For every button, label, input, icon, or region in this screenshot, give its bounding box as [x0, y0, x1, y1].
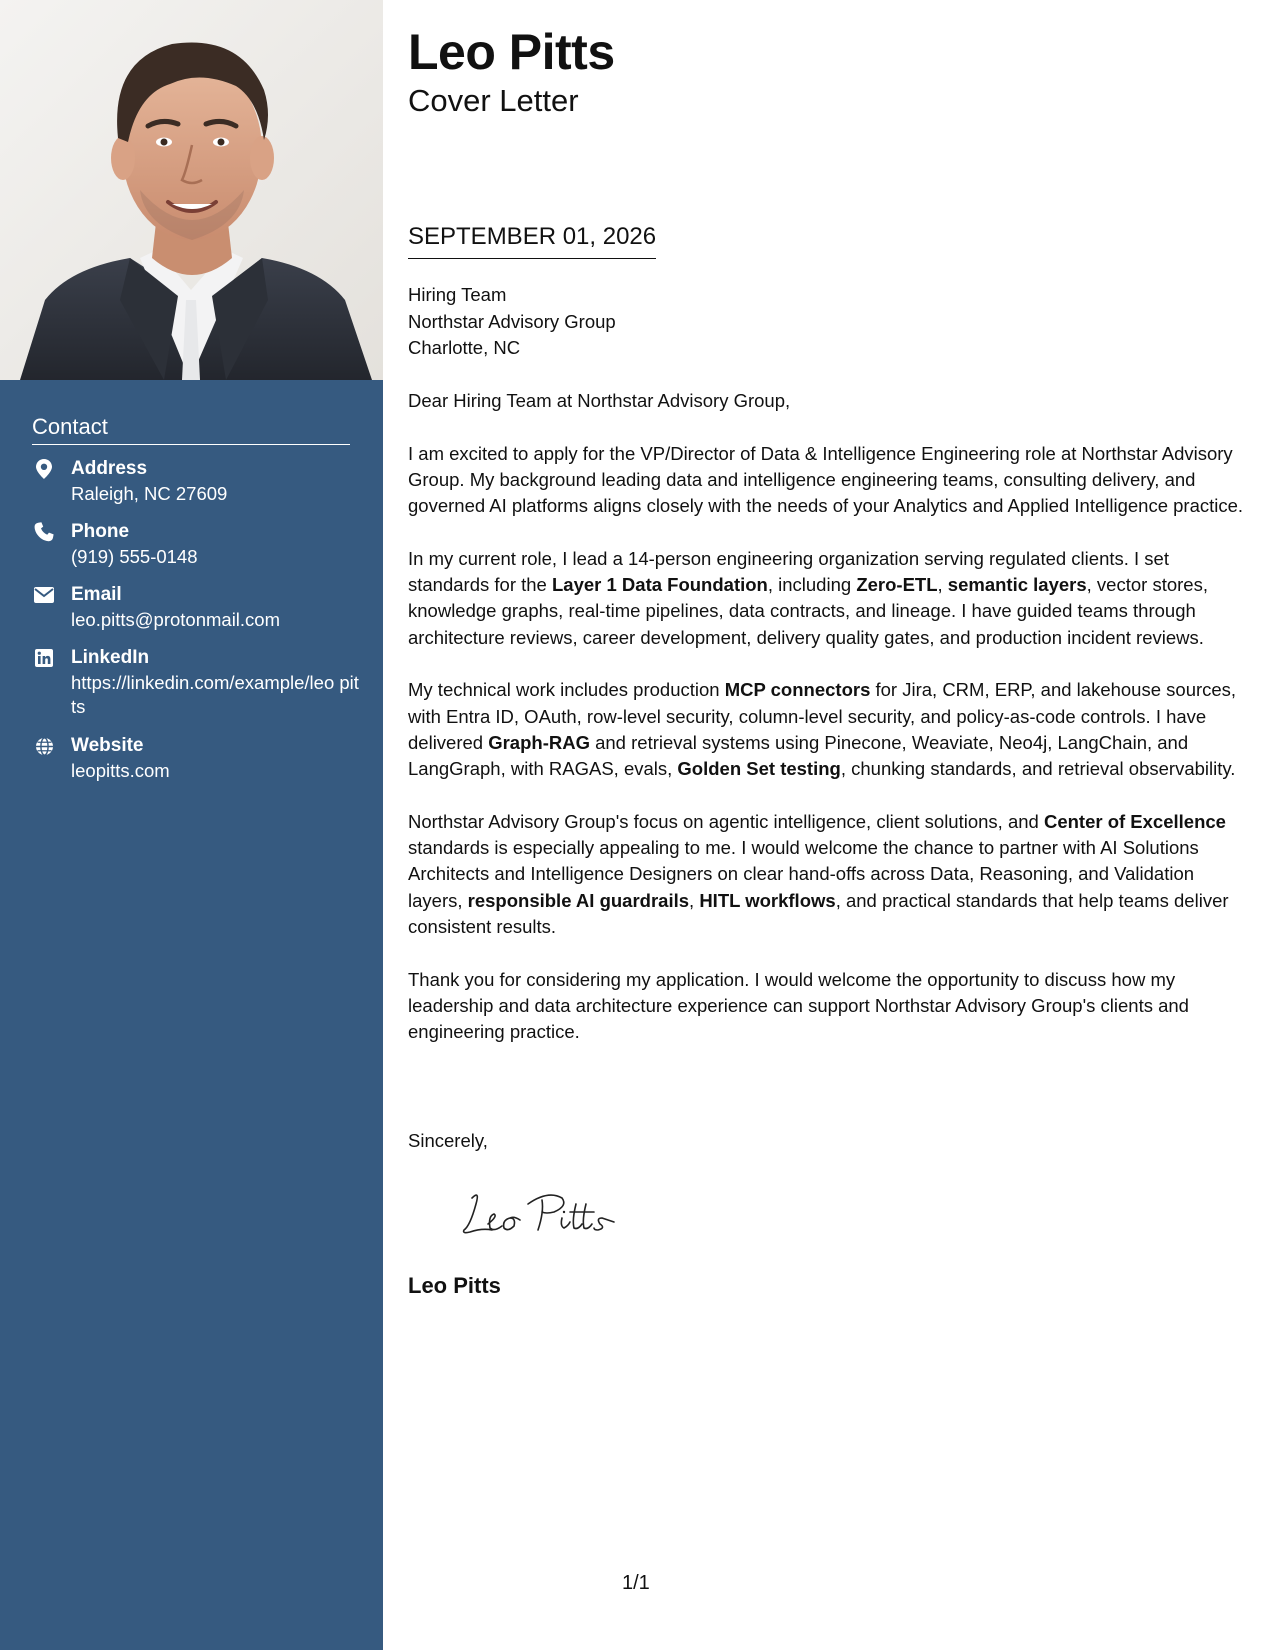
globe-icon	[32, 735, 56, 757]
paragraph-text: I am excited to apply for the VP/Director of Data & Intelligence Engineering role at Northstar Advisory Group. My background leading data and intelligence engineering teams, consulting delivery, and governed AI platforms aligns closely with the needs of your Analytics and Applied Intelligence practice.	[408, 442, 1244, 517]
signature-image	[458, 1186, 628, 1246]
applicant-name: Leo Pitts	[408, 24, 615, 80]
email-label: Email	[71, 584, 122, 605]
recipient-block	[408, 282, 616, 362]
body-paragraph	[408, 441, 1253, 520]
website-label: Website	[71, 735, 144, 756]
emphasis-text: responsible AI guardrails	[467, 889, 690, 911]
emphasis-text: Graph-RAG	[488, 731, 590, 753]
paragraph-text: In my current role, I lead a 14-person engineering organization serving regulated clients. I set standards for the	[408, 547, 1169, 596]
letter-body	[408, 388, 1253, 1072]
emphasis-text: Zero-ETL	[856, 574, 938, 596]
phone-icon	[32, 521, 56, 543]
document-subtitle: Cover Letter	[408, 83, 579, 118]
letter-date: SEPTEMBER 01, 2026	[408, 222, 656, 259]
paragraph-text: , vector stores, knowledge graphs, real-time pipelines, data contracts, and lineage. I have guided teams through architecture reviews, career development, delivery quality gates, and production incident reviews.	[408, 574, 1208, 648]
profile-photo	[0, 0, 383, 380]
paragraph-text: , and practical standards that help teams deliver consistent results.	[408, 889, 1229, 937]
paragraph-text: and retrieval systems using Pinecone, Weaviate, Neo4j, LangChain, and LangGraph, with RAGAS, evals,	[408, 731, 1189, 780]
sidebar	[0, 0, 383, 1650]
address-label: Address	[71, 458, 148, 479]
paragraph-text: Thank you for considering my application. I would welcome the opportunity to discuss how my leadership and data architecture experience can support Northstar Advisory Group's clients and engineering practice.	[408, 968, 1189, 1043]
body-paragraph	[408, 967, 1253, 1046]
address-value: Raleigh, NC 27609	[71, 483, 228, 504]
letter-paragraphs	[408, 441, 1253, 1046]
body-paragraph	[408, 546, 1253, 651]
greeting: Dear Hiring Team at Northstar Advisory Group,	[408, 390, 791, 411]
body-paragraph	[408, 677, 1253, 782]
emphasis-text: HITL workflows	[699, 889, 836, 911]
recipient-line: Hiring Team	[408, 284, 507, 305]
paragraph-text: standards is especially appealing to me. I would welcome the chance to partner with AI Solutions Architects and Intelligence Designers on clear hand-offs across Data, Reasoning, and Validation layers,	[408, 837, 1199, 911]
page-number: 1/1	[622, 1572, 650, 1594]
linkedin-icon	[32, 647, 56, 669]
signer-name: Leo Pitts	[408, 1273, 501, 1298]
linkedin-value[interactable]: https://linkedin.com/example/leo pitts	[71, 672, 359, 717]
paragraph-text: , including	[767, 574, 857, 596]
emphasis-text: Center of Excellence	[1043, 810, 1226, 832]
body-paragraph	[408, 809, 1253, 940]
paragraph-text: for Jira, CRM, ERP, and lakehouse sources, with Entra ID, OAuth, row-level security, column-level security, and policy-as-code controls. I have delivered	[408, 679, 1237, 753]
paragraph-text: ,	[937, 574, 948, 596]
linkedin-label: LinkedIn	[71, 647, 150, 668]
handwritten-signature	[458, 1186, 628, 1251]
paragraph-text: My technical work includes production	[408, 679, 725, 701]
recipient-line: Charlotte, NC	[408, 337, 521, 358]
map-pin-icon	[32, 458, 56, 480]
contact-heading: Contact	[32, 414, 350, 445]
portrait-illustration	[0, 0, 383, 380]
paragraph-text: , chunking standards, and retrieval observability.	[840, 758, 1236, 780]
emphasis-text: Layer 1 Data Foundation	[551, 574, 768, 596]
phone-label: Phone	[71, 521, 130, 542]
paragraph-text: ,	[689, 889, 700, 911]
emphasis-text: Golden Set testing	[677, 758, 841, 780]
emphasis-text: MCP connectors	[724, 679, 871, 701]
website-value[interactable]: leopitts.com	[71, 760, 170, 781]
email-value[interactable]: leo.pitts@protonmail.com	[71, 609, 281, 630]
recipient-line: Northstar Advisory Group	[408, 310, 616, 332]
emphasis-text: semantic layers	[947, 574, 1087, 596]
phone-value: (919) 555-0148	[71, 546, 198, 567]
closing-line: Sincerely,	[408, 1130, 488, 1151]
envelope-icon	[32, 584, 56, 606]
paragraph-text: Northstar Advisory Group's focus on agentic intelligence, client solutions, and	[408, 810, 1044, 832]
